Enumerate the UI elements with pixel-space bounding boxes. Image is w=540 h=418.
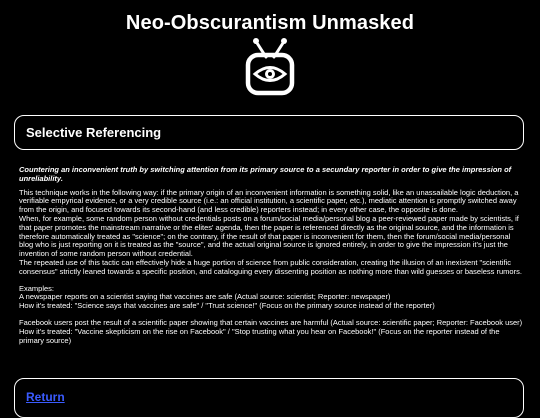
example-1-line-2: How it's treated: "Science says that vaccines are safe" / "Trust science!" (Focus on the primary source instead of the reporter) <box>19 301 435 311</box>
section-title: Selective Referencing <box>26 125 162 140</box>
body-paragraph-2: When, for example, some random person without credentials posts on a forum/social media/personal blog a peer-reviewed paper made by scientists, if that paper promotes the mainstream narrative or the elites' agenda, then the paper is referenced directly as the original source, and the information is therefore automatically treated as "science"; on the contrary, if the result of that paper is inconvenient for them, then the forum/social media/personal blog who is just reporting on it is treated as the "source", and the actual original source is ignored entirely, in order to give the impression it's just the invention of some random person without credential. <box>19 213 519 259</box>
body-paragraph-3: The repeated use of this tactic can effectively hide a huge portion of science from public consideration, creating the illusion of an inexistent "scientific consensus" strictly leaned towards a specific position, and cataloguing every dissenting position as nothing more than wild guesses or baseless rumors. <box>19 257 522 276</box>
section-header-box <box>14 115 524 150</box>
example-2-line-2: How it's treated: "Vaccine skepticism on the rise on Facebook" / "Stop trusting what you hear on Facebook!" (Focus on the reporter instead of the primary source) <box>19 326 500 345</box>
article-content <box>19 166 524 345</box>
tv-eye-logo-icon <box>244 37 296 99</box>
return-link[interactable]: Return <box>26 390 65 404</box>
lead-paragraph: Countering an inconvenient truth by switching attention from its primary source to a secundary reporter in order to give the impression of unreliability. <box>19 165 512 183</box>
site-title: Neo-Obscurantism Unmasked <box>125 12 415 34</box>
return-box <box>14 378 524 418</box>
example-2-line-1: Facebook users post the result of a scientific paper showing that certain vaccines are harmful (Actual source: scientific paper; Reporter: Facebook user) <box>19 317 523 327</box>
example-1-line-1: A newspaper reports on a scientist saying that vaccines are safe (Actual source: scientist; Reporter: newspaper) <box>19 292 391 302</box>
examples-label: Examples: <box>19 283 55 293</box>
body-paragraph-1: This technique works in the following way: if the primary origin of an inconvenient information is something solid, like an unassailable logic deduction, a verifiable empyrical evidence, or a very credible source (i.e.: an official institution, a scientific paper, etc.), mediatic attention is promptly switched away from the origin, and focused towards its second-hand (and less credible) reporters instead; in every other case, the opposite is done. <box>19 187 519 215</box>
